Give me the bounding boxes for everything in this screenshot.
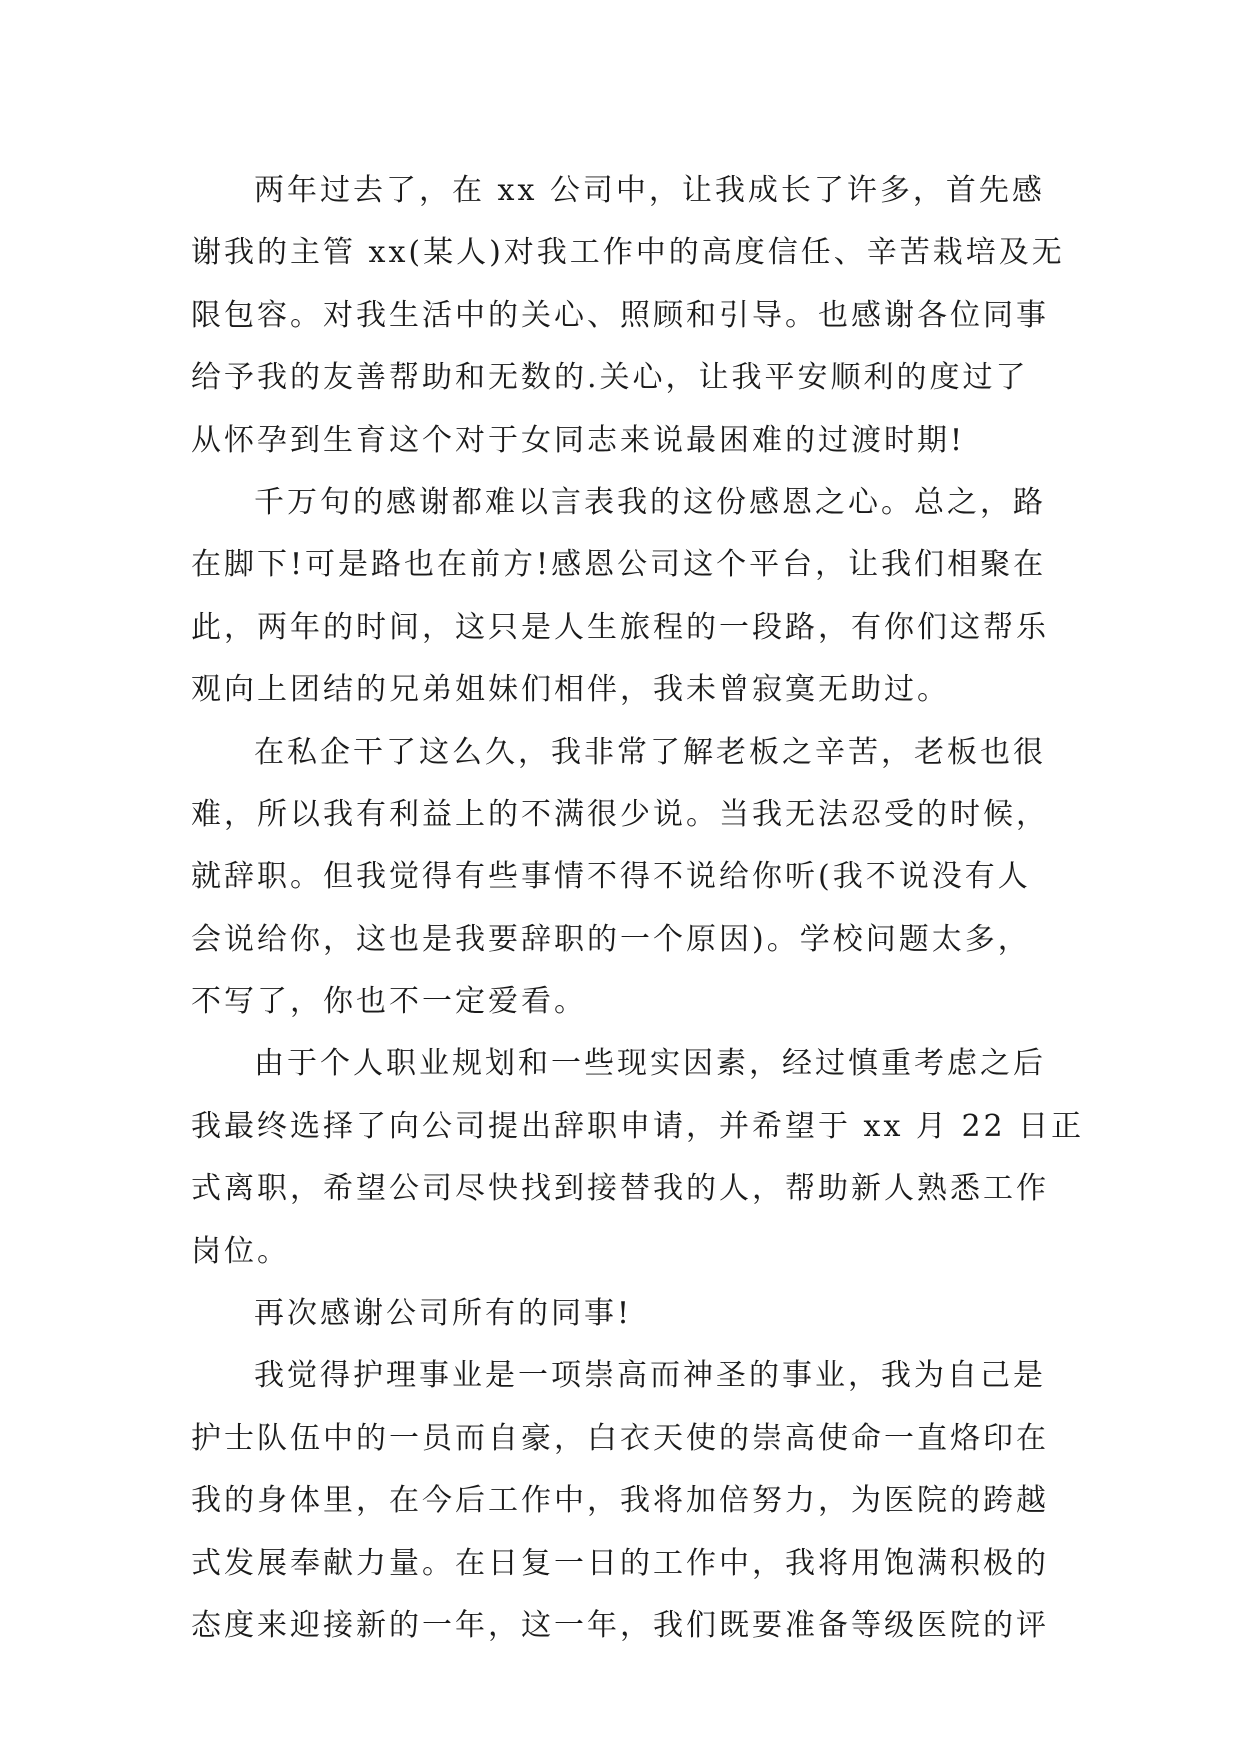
text-line: 我觉得护理事业是一项崇高而神圣的事业，我为自己是 (254, 1358, 1046, 1394)
text-line: 不写了，你也不一定爱看。 (191, 984, 587, 1020)
text-line: 难，所以我有利益上的不满很少说。当我无法忍受的时候， (191, 796, 1049, 832)
text-line: 会说给你，这也是我要辞职的一个原因)。学校问题太多， (191, 921, 1031, 957)
text-line: 给予我的友善帮助和无数的.关心，让我平安顺利的度过了 (191, 360, 1029, 396)
text-line: 态度来迎接新的一年，这一年，我们既要准备等级医院的评 (191, 1607, 1049, 1643)
text-line: 限包容。对我生活中的关心、照顾和引导。也感谢各位同事 (191, 297, 1049, 333)
body-text (191, 160, 1085, 1657)
text-line: 从怀孕到生育这个对于女同志来说最困难的过渡时期! (191, 422, 966, 458)
text-line: 我最终选择了向公司提出辞职申请，并希望于 xx 月 22 日正 (191, 1108, 1085, 1144)
text-line: 就辞职。但我觉得有些事情不得不说给你听(我不说没有人 (191, 859, 1031, 895)
text-line: 观向上团结的兄弟姐妹们相伴，我未曾寂寞无助过。 (191, 672, 950, 708)
text-line: 岗位。 (191, 1233, 290, 1269)
text-line: 谢我的主管 xx(某人)对我工作中的高度信任、辛苦栽培及无 (191, 235, 1065, 271)
text-line: 在私企干了这么久，我非常了解老板之辛苦，老板也很 (254, 734, 1046, 770)
text-line: 我的身体里，在今后工作中，我将加倍努力，为医院的跨越 (191, 1483, 1049, 1519)
text-line: 再次感谢公司所有的同事! (254, 1296, 633, 1332)
text-line: 护士队伍中的一员而自豪，白衣天使的崇高使命一直烙印在 (191, 1420, 1049, 1456)
text-line: 两年过去了，在 xx 公司中，让我成长了许多，首先感 (254, 173, 1045, 208)
text-line: 此，两年的时间，这只是人生旅程的一段路，有你们这帮乐 (191, 609, 1049, 645)
text-line: 式发展奉献力量。在日复一日的工作中，我将用饱满积极的 (191, 1545, 1049, 1581)
text-line: 由于个人职业规划和一些现实因素，经过慎重考虑之后 (254, 1046, 1046, 1082)
text-line: 式离职，希望公司尽快找到接替我的人，帮助新人熟悉工作 (191, 1171, 1049, 1207)
text-line: 千万句的感谢都难以言表我的这份感恩之心。总之，路 (254, 484, 1046, 520)
text-line: 在脚下!可是路也在前方!感恩公司这个平台，让我们相聚在 (191, 547, 1047, 583)
